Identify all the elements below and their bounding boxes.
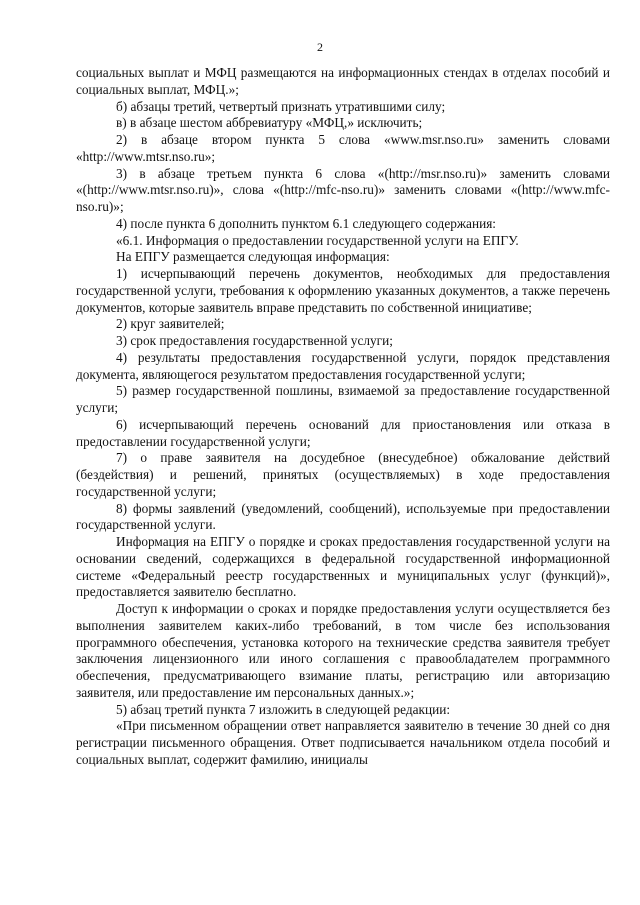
paragraph-written-request: «При письменном обращении ответ направляется заявителю в течение 30 дней со дня регистрации письменного обращения. Ответ подписывается начальником отдела пособий и социальных выплат, содержит фамилию, инициалы bbox=[76, 718, 610, 767]
paragraph-item-b: б) абзацы третий, четвертый признать утратившими силу; bbox=[116, 98, 446, 114]
paragraph-item-2: 2) в абзаце втором пункта 5 слова «www.msr.nso.ru» заменить словами «http://www.mtsr.nso.ru»; bbox=[76, 132, 610, 164]
list-item-4: 4) результаты предоставления государственной услуги, порядок представления документа, являющегося результатом предоставления государственной услуги; bbox=[76, 349, 610, 382]
paragraph-item-v: в) в абзаце шестом аббревиатуру «МФЦ,» исключить; bbox=[116, 115, 423, 131]
list-item-8: 8) формы заявлений (уведомлений, сообщений), используемые при предоставлении государственной услуги. bbox=[76, 500, 610, 533]
paragraph-continuation: социальных выплат и МФЦ размещаются на информационных стендах в отделах пособий и социальных выплат, МФЦ.»; bbox=[76, 65, 610, 97]
list-item-7: 7) о праве заявителя на досудебное (внесудебное) обжалование действий (бездействия) и решений, принятых (осуществляемых) в ходе предоставления государственной услуги; bbox=[76, 450, 610, 499]
paragraph-item-3: 3) в абзаце третьем пункта 6 слова «(http://msr.nso.ru)» заменить словами «(http://www.mtsr.nso.ru)», слова «(http://mfc-nso.ru)» заменить словами «(http://www.mfc-nso.ru)»; bbox=[76, 165, 610, 214]
paragraph-epgu-intro: На ЕПГУ размещается следующая информация: bbox=[116, 249, 390, 265]
list-item-1: 1) исчерпывающий перечень документов, необходимых для предоставления государственной услуги, требования к оформлению указанных документов, а также перечень документов, которые заявитель вправе представить по собственной инициативе; bbox=[76, 266, 610, 315]
page-number: 2 bbox=[317, 40, 323, 54]
paragraph-epgu-info-free: Информация на ЕПГУ о порядке и сроках предоставления государственной услуги на основании сведений, содержащихся в федеральной государственной информационной системе «Федеральный реестр государственных и муниципальных услуг (функций)», предоставляется заявителю бесплатно. bbox=[76, 534, 610, 600]
list-item-3: 3) срок предоставления государственной услуги; bbox=[116, 333, 393, 348]
list-item-6: 6) исчерпывающий перечень оснований для приостановления или отказа в предоставлении государственной услуги; bbox=[76, 416, 610, 449]
paragraph-access-info: Доступ к информации о сроках и порядке предоставления услуги осуществляется без выполнения заявителем каких-либо требований, в том числе без использования программного обеспечения, установка которого на технические средства заявителя требует заключения лицензионного или иного соглашения с правообладателем программного обеспечения, предусматривающего взимание платы, регистрацию или авторизацию заявителя, или предоставление им персональных данных.»; bbox=[76, 601, 610, 700]
paragraph-item-4: 4) после пункта 6 дополнить пунктом 6.1 следующего содержания: bbox=[116, 215, 497, 231]
list-item-5: 5) размер государственной пошлины, взимаемой за предоставление государственной услуги; bbox=[76, 383, 610, 415]
document-body bbox=[76, 65, 610, 769]
paragraph-section-6-1-heading: «6.1. Информация о предоставлении государственной услуги на ЕПГУ. bbox=[116, 232, 519, 248]
list-item-2: 2) круг заявителей; bbox=[116, 316, 225, 332]
paragraph-item-5: 5) абзац третий пункта 7 изложить в следующей редакции: bbox=[116, 701, 451, 717]
